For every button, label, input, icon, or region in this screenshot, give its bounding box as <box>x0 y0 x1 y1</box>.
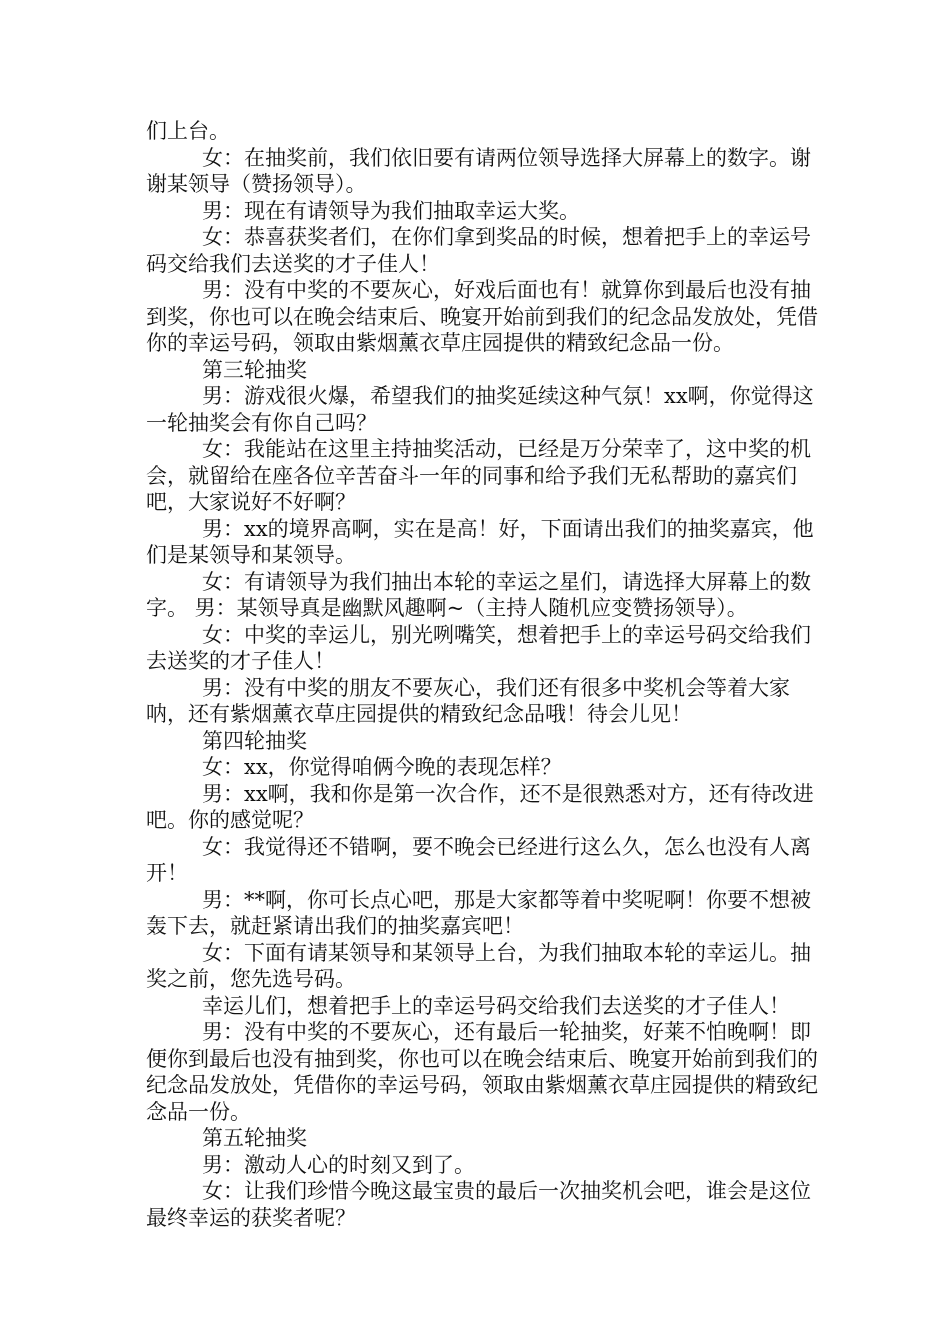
paragraph: 女：让我们珍惜今晚这最宝贵的最后一次抽奖机会吧，谁会是这位最终幸运的获奖者呢？ <box>146 1179 811 1230</box>
paragraph: 女：有请领导为我们抽出本轮的幸运之星们，请选择大屏幕上的数字。 男：某领导真是幽默风趣啊~（主持人随机应变赞扬领导）。 <box>146 569 811 620</box>
paragraph: 们上台。 <box>146 119 230 143</box>
document-body <box>146 118 826 1231</box>
section-heading: 第四轮抽奖 <box>202 728 307 753</box>
paragraph: 男：没有中奖的朋友不要灰心，我们还有很多中奖机会等着大家呐，还有紫烟薰衣草庄园提供的精致纪念品哦！待会儿见！ <box>146 675 790 726</box>
section-heading: 第五轮抽奖 <box>202 1126 307 1150</box>
paragraph: 男：xx的境界高啊，实在是高！好，下面请出我们的抽奖嘉宾，他们是某领导和某领导。 <box>146 516 814 567</box>
paragraph: 男：xx啊，我和你是第一次合作，还不是很熟悉对方，还有待改进吧。你的感觉呢？ <box>146 781 814 832</box>
paragraph: 男：现在有请领导为我们抽取幸运大奖。 <box>202 198 580 223</box>
paragraph: 男：没有中奖的不要灰心，好戏后面也有！就算你到最后也没有抽到奖，你也可以在晚会结束后、晚宴开始前到我们的纪念品发放处，凭借你的幸运号码，领取由紫烟薰衣草庄园提供的精致纪念品一份。 <box>146 278 818 355</box>
paragraph: 女：在抽奖前，我们依旧要有请两位领导选择大屏幕上的数字。谢谢某领导（赞扬领导）。 <box>146 145 811 196</box>
paragraph: 男：激动人心的时刻又到了。 <box>202 1152 475 1177</box>
paragraph: 女：我觉得还不错啊，要不晚会已经进行这么久，怎么也没有人离开！ <box>146 834 811 885</box>
paragraph: 男：**啊，你可长点心吧，那是大家都等着中奖呢啊！你要不想被轰下去，就赶紧请出我们的抽奖嘉宾吧！ <box>146 887 811 938</box>
paragraph: 女：xx，你觉得咱俩今晚的表现怎样？ <box>202 755 562 779</box>
paragraph: 幸运儿们，想着把手上的幸运号码交给我们去送奖的才子佳人！ <box>202 993 790 1018</box>
paragraph: 男：游戏很火爆，希望我们的抽奖延续这种气氛！xx啊，你觉得这一轮抽奖会有你自己吗？ <box>146 384 814 435</box>
paragraph: 女：下面有请某领导和某领导上台，为我们抽取本轮的幸运儿。抽奖之前，您先选号码。 <box>146 940 811 991</box>
paragraph: 女：我能站在这里主持抽奖活动，已经是万分荣幸了，这中奖的机会，就留给在座各位辛苦奋斗一年的同事和给予我们无私帮助的嘉宾们吧，大家说好不好啊？ <box>146 437 811 514</box>
paragraph: 男：没有中奖的不要灰心，还有最后一轮抽奖，好莱不怕晚啊！即便你到最后也没有抽到奖，你也可以在晚会结束后、晚宴开始前到我们的纪念品发放处，凭借你的幸运号码，领取由紫烟薰衣草庄园提供的精致纪念品一份。 <box>146 1020 818 1124</box>
section-heading: 第三轮抽奖 <box>202 357 307 382</box>
paragraph: 女：恭喜获奖者们，在你们拿到奖品的时候，想着把手上的幸运号码交给我们去送奖的才子佳人！ <box>146 225 811 276</box>
paragraph: 女：中奖的幸运儿，别光咧嘴笑，想着把手上的幸运号码交给我们去送奖的才子佳人！ <box>146 622 811 673</box>
